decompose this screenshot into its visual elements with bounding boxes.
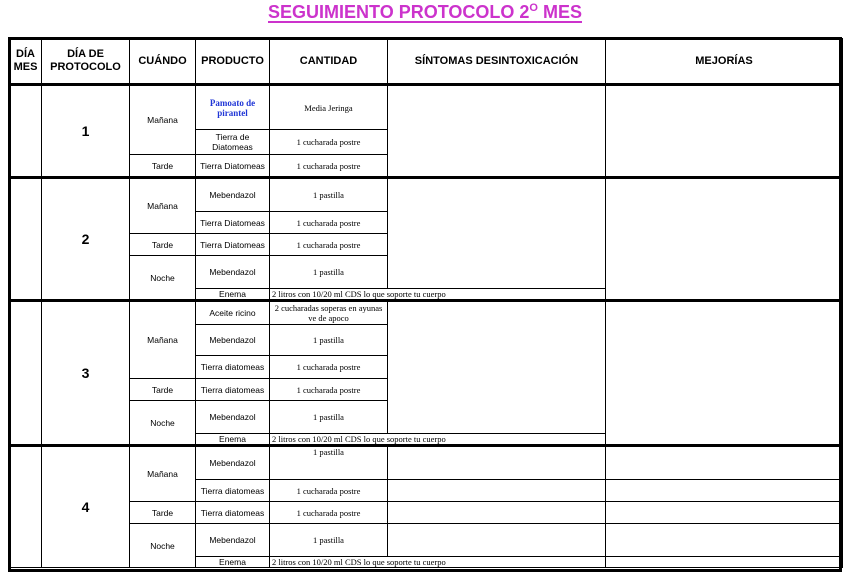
product-cell: Pamoato de pirantel bbox=[196, 85, 270, 130]
header-dia-mes: DÍA MES bbox=[10, 39, 42, 85]
product-cell: Tierra diatomeas bbox=[196, 356, 270, 379]
table-row bbox=[10, 502, 843, 524]
title-superscript: O bbox=[529, 2, 538, 14]
when-cell: Noche bbox=[130, 256, 196, 301]
qty-cell: 1 cucharada postre bbox=[270, 502, 388, 524]
qty-cell: 1 cucharada postre bbox=[270, 379, 388, 401]
when-cell: Mañana bbox=[130, 178, 196, 234]
product-cell: Mebendazol bbox=[196, 446, 270, 480]
product-cell: Mebendazol bbox=[196, 401, 270, 434]
mejorias-cell[interactable] bbox=[606, 502, 843, 524]
table-row bbox=[10, 446, 843, 480]
qty-cell: 2 cucharadas soperas en ayunas ve de apoco bbox=[270, 301, 388, 325]
product-cell: Enema bbox=[196, 289, 270, 301]
qty-cell: 1 pastilla bbox=[270, 524, 388, 557]
dia-mes-cell[interactable] bbox=[10, 85, 42, 178]
product-cell: Mebendazol bbox=[196, 524, 270, 557]
mejorias-cell[interactable] bbox=[606, 480, 843, 502]
qty-cell: 1 pastilla bbox=[270, 446, 388, 480]
page-title bbox=[0, 2, 850, 23]
mejorias-cell[interactable] bbox=[606, 446, 843, 480]
qty-cell: 2 litros con 10/20 ml CDS lo que soporte tu cuerpo bbox=[270, 557, 606, 568]
title-text: SEGUIMIENTO PROTOCOLO 2 bbox=[268, 2, 530, 22]
sintomas-cell[interactable] bbox=[388, 178, 606, 289]
product-cell: Aceite ricino bbox=[196, 301, 270, 325]
qty-cell: 1 cucharada postre bbox=[270, 212, 388, 234]
qty-cell: 1 cucharada postre bbox=[270, 155, 388, 178]
product-cell: Tierra Diatomeas bbox=[196, 212, 270, 234]
when-cell: Tarde bbox=[130, 379, 196, 401]
table-row bbox=[10, 178, 843, 212]
day-number: 2 bbox=[42, 178, 130, 301]
day-number: 1 bbox=[42, 85, 130, 178]
day-number: 4 bbox=[42, 446, 130, 568]
sintomas-cell[interactable] bbox=[388, 85, 606, 178]
dia-mes-cell[interactable] bbox=[10, 178, 42, 301]
header-cantidad: CANTIDAD bbox=[270, 39, 388, 85]
sintomas-cell[interactable] bbox=[388, 524, 606, 557]
product-cell: Tierra Diatomeas bbox=[196, 155, 270, 178]
dia-mes-cell[interactable] bbox=[10, 446, 42, 568]
table-row bbox=[10, 524, 843, 557]
product-cell: Tierra diatomeas bbox=[196, 480, 270, 502]
product-cell: Tierra de Diatomeas bbox=[196, 130, 270, 155]
product-cell: Mebendazol bbox=[196, 256, 270, 289]
sintomas-cell[interactable] bbox=[388, 446, 606, 480]
when-cell: Mañana bbox=[130, 301, 196, 379]
qty-cell: 1 pastilla bbox=[270, 401, 388, 434]
header-dia-protocolo: DÍA DE PROTOCOLO bbox=[42, 39, 130, 85]
dia-mes-cell[interactable] bbox=[10, 301, 42, 446]
qty-cell: 1 cucharada postre bbox=[270, 480, 388, 502]
sintomas-cell[interactable] bbox=[388, 301, 606, 434]
header-sintomas: SÍNTOMAS DESINTOXICACIÓN bbox=[388, 39, 606, 85]
qty-cell: 1 cucharada postre bbox=[270, 234, 388, 256]
qty-cell: 1 cucharada postre bbox=[270, 356, 388, 379]
qty-cell: 2 litros con 10/20 ml CDS lo que soporte tu cuerpo bbox=[270, 289, 606, 301]
sintomas-cell[interactable] bbox=[388, 502, 606, 524]
product-cell: Enema bbox=[196, 557, 270, 568]
day-number: 3 bbox=[42, 301, 130, 446]
mejorias-cell[interactable] bbox=[606, 524, 843, 557]
qty-cell: 2 litros con 10/20 ml CDS lo que soporte tu cuerpo bbox=[270, 434, 606, 446]
when-cell: Mañana bbox=[130, 85, 196, 155]
header-cuando: CUÁNDO bbox=[130, 39, 196, 85]
mejorias-cell[interactable] bbox=[606, 301, 843, 446]
qty-cell: Media Jeringa bbox=[270, 85, 388, 130]
qty-cell: 1 pastilla bbox=[270, 256, 388, 289]
product-cell: Tierra diatomeas bbox=[196, 379, 270, 401]
table-row bbox=[10, 85, 843, 130]
when-cell: Tarde bbox=[130, 155, 196, 178]
product-cell: Tierra diatomeas bbox=[196, 502, 270, 524]
mejorias-cell[interactable] bbox=[606, 557, 843, 568]
when-cell: Tarde bbox=[130, 234, 196, 256]
when-cell: Noche bbox=[130, 401, 196, 446]
sintomas-cell[interactable] bbox=[388, 480, 606, 502]
mejorias-cell[interactable] bbox=[606, 85, 843, 178]
qty-cell: 1 pastilla bbox=[270, 325, 388, 356]
table-row bbox=[10, 301, 843, 325]
product-cell: Mebendazol bbox=[196, 178, 270, 212]
product-cell: Enema bbox=[196, 434, 270, 446]
when-cell: Mañana bbox=[130, 446, 196, 502]
header-mejorias: MEJORÍAS bbox=[606, 39, 843, 85]
mejorias-cell[interactable] bbox=[606, 178, 843, 301]
header-row bbox=[10, 39, 843, 85]
protocol-table bbox=[9, 38, 843, 568]
product-cell: Mebendazol bbox=[196, 325, 270, 356]
qty-cell: 1 pastilla bbox=[270, 178, 388, 212]
qty-cell: 1 cucharada postre bbox=[270, 130, 388, 155]
title-suffix: MES bbox=[537, 2, 582, 22]
header-producto: PRODUCTO bbox=[196, 39, 270, 85]
product-cell: Tierra Diatomeas bbox=[196, 234, 270, 256]
when-cell: Tarde bbox=[130, 502, 196, 524]
when-cell: Noche bbox=[130, 524, 196, 568]
